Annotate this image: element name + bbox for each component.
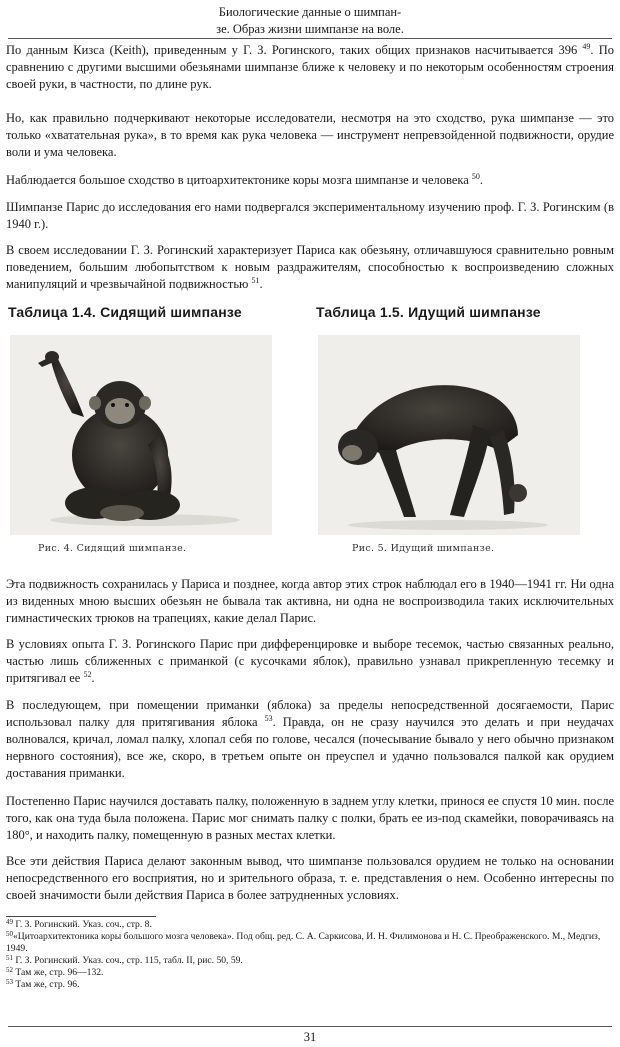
paragraph-8: В последующем, при помещении приманки (яблока) за пределы непосредственной досягаемости, Парис использовал палку для притягивания яблока $^{53}$. Правда, он не сразу научился это делать и при неудачах волновался, кричал, ломал палку, хлопал себя по голове, чесался (почесывание бывало у него обычно признаком нервного состояния), все же, скоро, в третьем опыте он преуспел и удачно пользовался палкой как орудием доставания приманки. bbox=[6, 698, 614, 780]
footnote-ref-53[interactable]: 53 bbox=[264, 714, 273, 723]
page-number: 31 bbox=[303, 1030, 317, 1044]
paragraph-9: Постепенно Парис научился доставать палку, положенную в заднем углу клетки, принося ее спустя 10 мин. после того, как она туда была положена. Парис мог снимать палку с полки, брать ее из-под скамейки, поворачиваясь на 180°, и находить палку, помещенную в разных местах клетки. bbox=[6, 794, 614, 842]
paragraph-7: В условиях опыта Г. З. Рогинского Парис при дифференцировке и выборе тесемок, частью связанных реально, частью лишь сближенных с приманкой (с кусочками яблок), правильно узнавал прикрепленную тесемку и притягивал ее $^{52}$. bbox=[6, 637, 614, 685]
footnote-ref-50[interactable]: 50 bbox=[471, 172, 480, 181]
header-rule bbox=[8, 38, 612, 39]
sitting-chimpanzee-photo bbox=[10, 335, 272, 535]
footnote-52: $^{52}$ Там же, стр. 96—132. bbox=[6, 966, 104, 978]
table-title-walking: Таблица 1.5. Идущий шимпанзе bbox=[316, 304, 541, 320]
header-line-2: зе. Образ жизни шимпанзе на воле. bbox=[216, 22, 404, 36]
figure-caption-4: Рис. 4. Сидящий шимпанзе. bbox=[38, 543, 187, 554]
footnote-53: $^{53}$ Там же, стр. 96. bbox=[6, 978, 80, 990]
footnote-ref-49[interactable]: 49 bbox=[582, 42, 591, 51]
footnote-50: $^{50}$«Цитоархитектоника коры большого мозга человека». Под общ. ред. С. А. Саркисова, И. Н. Филимонова и Н. С. Преображенского. М., Медгиз, 1949. bbox=[6, 930, 601, 954]
footnote-51: $^{51}$ Г. З. Рогинский. Указ. соч., стр. 115, табл. II, рис. 50, 59. bbox=[6, 954, 243, 966]
paragraph-10: Все эти действия Париса делают законным вывод, что шимпанзе пользовался орудием не только на основании непосредственного его восприятия, но и зрительного образа, т. е. представления о нем. Особенно интересны по своей значимости были действия Париса в более затрудненных условиях. bbox=[6, 854, 614, 902]
table-title-seated: Таблица 1.4. Сидящий шимпанзе bbox=[8, 304, 242, 320]
paragraph-1: По данным Кизса (Keith), приведенным у Г. З. Рогинского, таких общих признаков насчитывается 396 $^{49}$. По сравнению с другими высшими обезьянами шимпанзе ближе к человеку и по некоторым особенностям строения своей руки, в частности, по длине рук. bbox=[6, 42, 615, 91]
footnote-ref-52[interactable]: 52 bbox=[83, 670, 92, 679]
paragraph-6: Эта подвижность сохранилась у Париса и позднее, когда автор этих строк наблюдал его в 1940—1941 гг. Ни одна из виденных мною высших обезьян не бывала так активна, ни одна не воспроизводила таких исключительных гимнастических трюков на трапециях, какие делал Парис. bbox=[6, 577, 614, 625]
footnote-rule bbox=[6, 916, 156, 917]
header-line-1: Биологические данные о шимпан- bbox=[218, 5, 402, 19]
paragraph-2: Но, как правильно подчеркивают некоторые исследователи, несмотря на это сходство, рука шимпанзе — это только «хватательная рука», в то время как рука человека — инструмент непревзойденной подвижности, орудие воли и ума человека. bbox=[6, 111, 614, 159]
footnote-49: $^{49}$ Г. З. Рогинский. Указ. соч., стр. 8. bbox=[6, 918, 152, 930]
footnote-ref-51[interactable]: 51 bbox=[251, 276, 260, 285]
walking-chimpanzee-photo bbox=[318, 335, 580, 535]
paragraph-5: В своем исследовании Г. З. Рогинский характеризует Париса как обезьяну, отличавшуюся сравнительно ровным поведением, большим любопытством к новым раздражителям, способностью к воспроизведению сложных манипуляций и чрезвычайной подвижностью $^{51}$. bbox=[6, 243, 614, 291]
paragraph-3: Наблюдается большое сходство в цитоархитектонике коры мозга шимпанзе и человека $^{50}$. bbox=[6, 172, 484, 187]
figure-caption-5: Рис. 5. Идущий шимпанзе. bbox=[352, 543, 495, 554]
running-header bbox=[0, 4, 620, 38]
footnotes bbox=[6, 919, 616, 991]
paragraph-4: Шимпанзе Парис до исследования его нами подвергался экспериментальному изучению проф. Г. З. Рогинским (в 1940 г.). bbox=[6, 200, 614, 231]
footer-rule bbox=[8, 1026, 612, 1027]
